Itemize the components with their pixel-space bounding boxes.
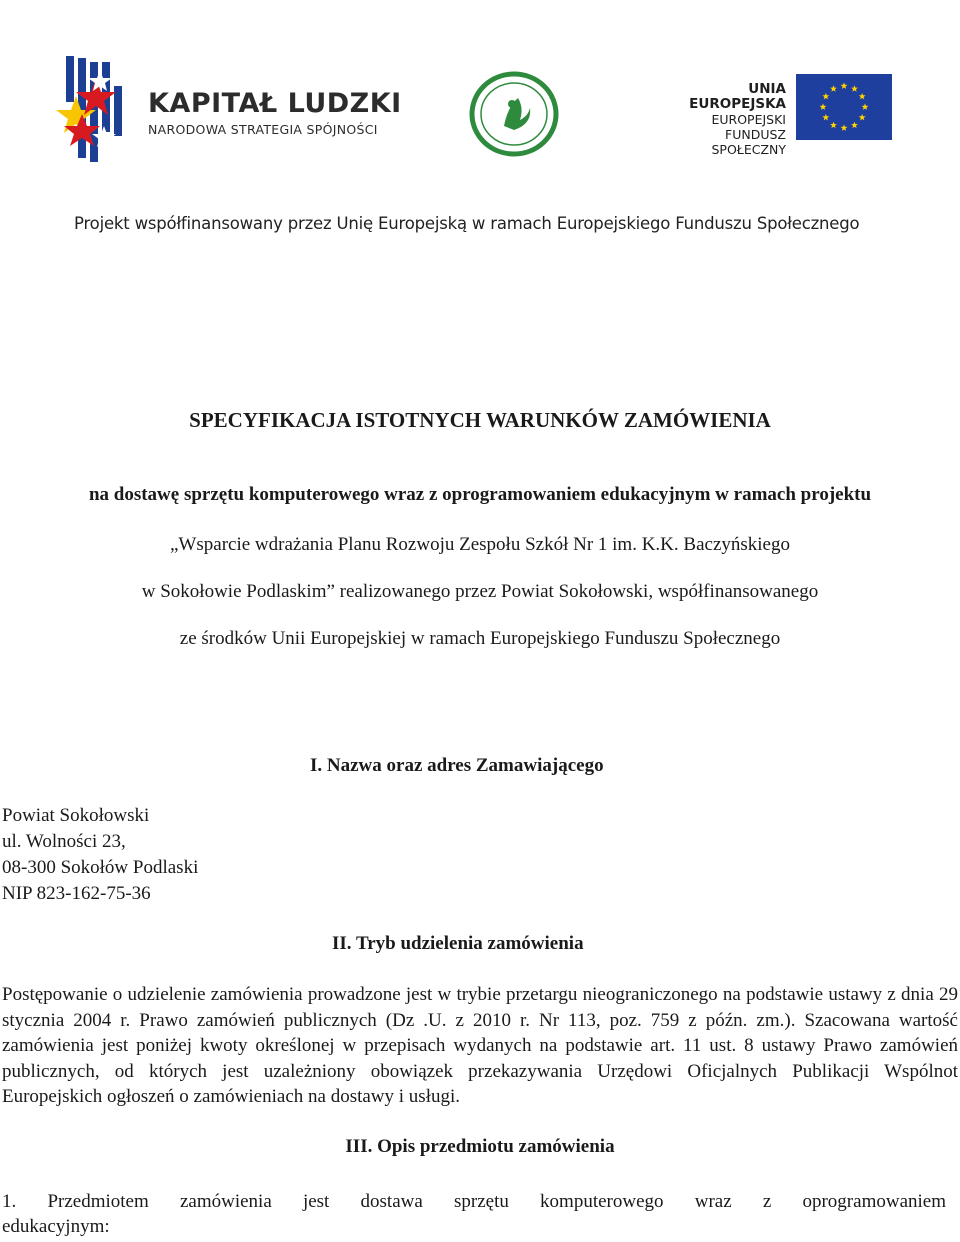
address-line: 08-300 Sokołów Podlaski: [2, 857, 199, 878]
kapital-ludzki-subtitle: NARODOWA STRATEGIA SPÓJNOŚCI: [148, 122, 378, 137]
eu-line-3: FUNDUSZ SPOŁECZNY: [711, 127, 786, 157]
subject-line-3: w Sokołowie Podlaskim” realizowanego przez Powiat Sokołowski, współfinansowanego: [141, 581, 819, 602]
contracting-authority-address: [2, 803, 198, 907]
subject-line-4: ze środków Unii Europejskiej w ramach Europejskiego Funduszu Społecznego: [179, 628, 781, 649]
kapital-ludzki-title: KAPITAŁ LUDZKI: [148, 88, 402, 119]
section-2-heading: II. Tryb udzielenia zamówienia: [332, 933, 584, 954]
item-1-line-1: 1. Przedmiotem zamówienia jest dostawa sprzętu komputerowego wraz z oprogramowaniem: [2, 1191, 946, 1212]
item-1-line-2: edukacyjnym:: [2, 1216, 110, 1237]
eu-flag-icon: [796, 74, 892, 140]
subject-line-2: „Wsparcie wdrażania Planu Rozwoju Zespołu Szkół Nr 1 im. K.K. Baczyńskiego: [170, 534, 790, 555]
eu-line-2: EUROPEJSKI: [711, 112, 786, 127]
cofinancing-banner-text: Projekt współfinansowany przez Unię Europejską w ramach Europejskiego Funduszu Społecznego: [74, 214, 860, 233]
address-line: NIP 823-162-75-36: [2, 883, 151, 904]
section-3-heading: III. Opis przedmiotu zamówienia: [345, 1136, 615, 1157]
address-line: ul. Wolności 23,: [2, 831, 126, 852]
header-banner: [0, 0, 960, 250]
address-line: Powiat Sokołowski: [2, 805, 150, 826]
eu-line-1: UNIA EUROPEJSKA: [689, 81, 786, 112]
section-2-paragraph: Postępowanie o udzielenie zamówienia prowadzone jest w trybie przetargu nieograniczonego na podstawie ustawy z dnia 29 stycznia 2004 r. Prawo zamówień publicznych (Dz .U. z 2010 r. Nr 113, poz. 759 z późn. zm.). Szacowana wartość zamówienia jest poniżej kwoty określonej w przepisach wydanych na podstawie art. 11 ust. 8 ustawy Prawo zamówień publicznych, od których jest uzależniony obowiązek przekazywania Urzędowi Oficjalnych Publikacji Wspólnot Europejskich ogłoszeń o zamówieniach na dostawy i usługi.: [2, 984, 958, 1107]
section-1-heading: I. Nazwa oraz adres Zamawiającego: [310, 755, 604, 776]
eu-text-block: [650, 82, 786, 157]
powiat-sokolowski-logo: [468, 68, 560, 160]
document-title: SPECYFIKACJA ISTOTNYCH WARUNKÓW ZAMÓWIENIA: [189, 408, 771, 432]
subject-line-1: na dostawę sprzętu komputerowego wraz z oprogramowaniem edukacyjnym w ramach projektu: [88, 484, 872, 505]
